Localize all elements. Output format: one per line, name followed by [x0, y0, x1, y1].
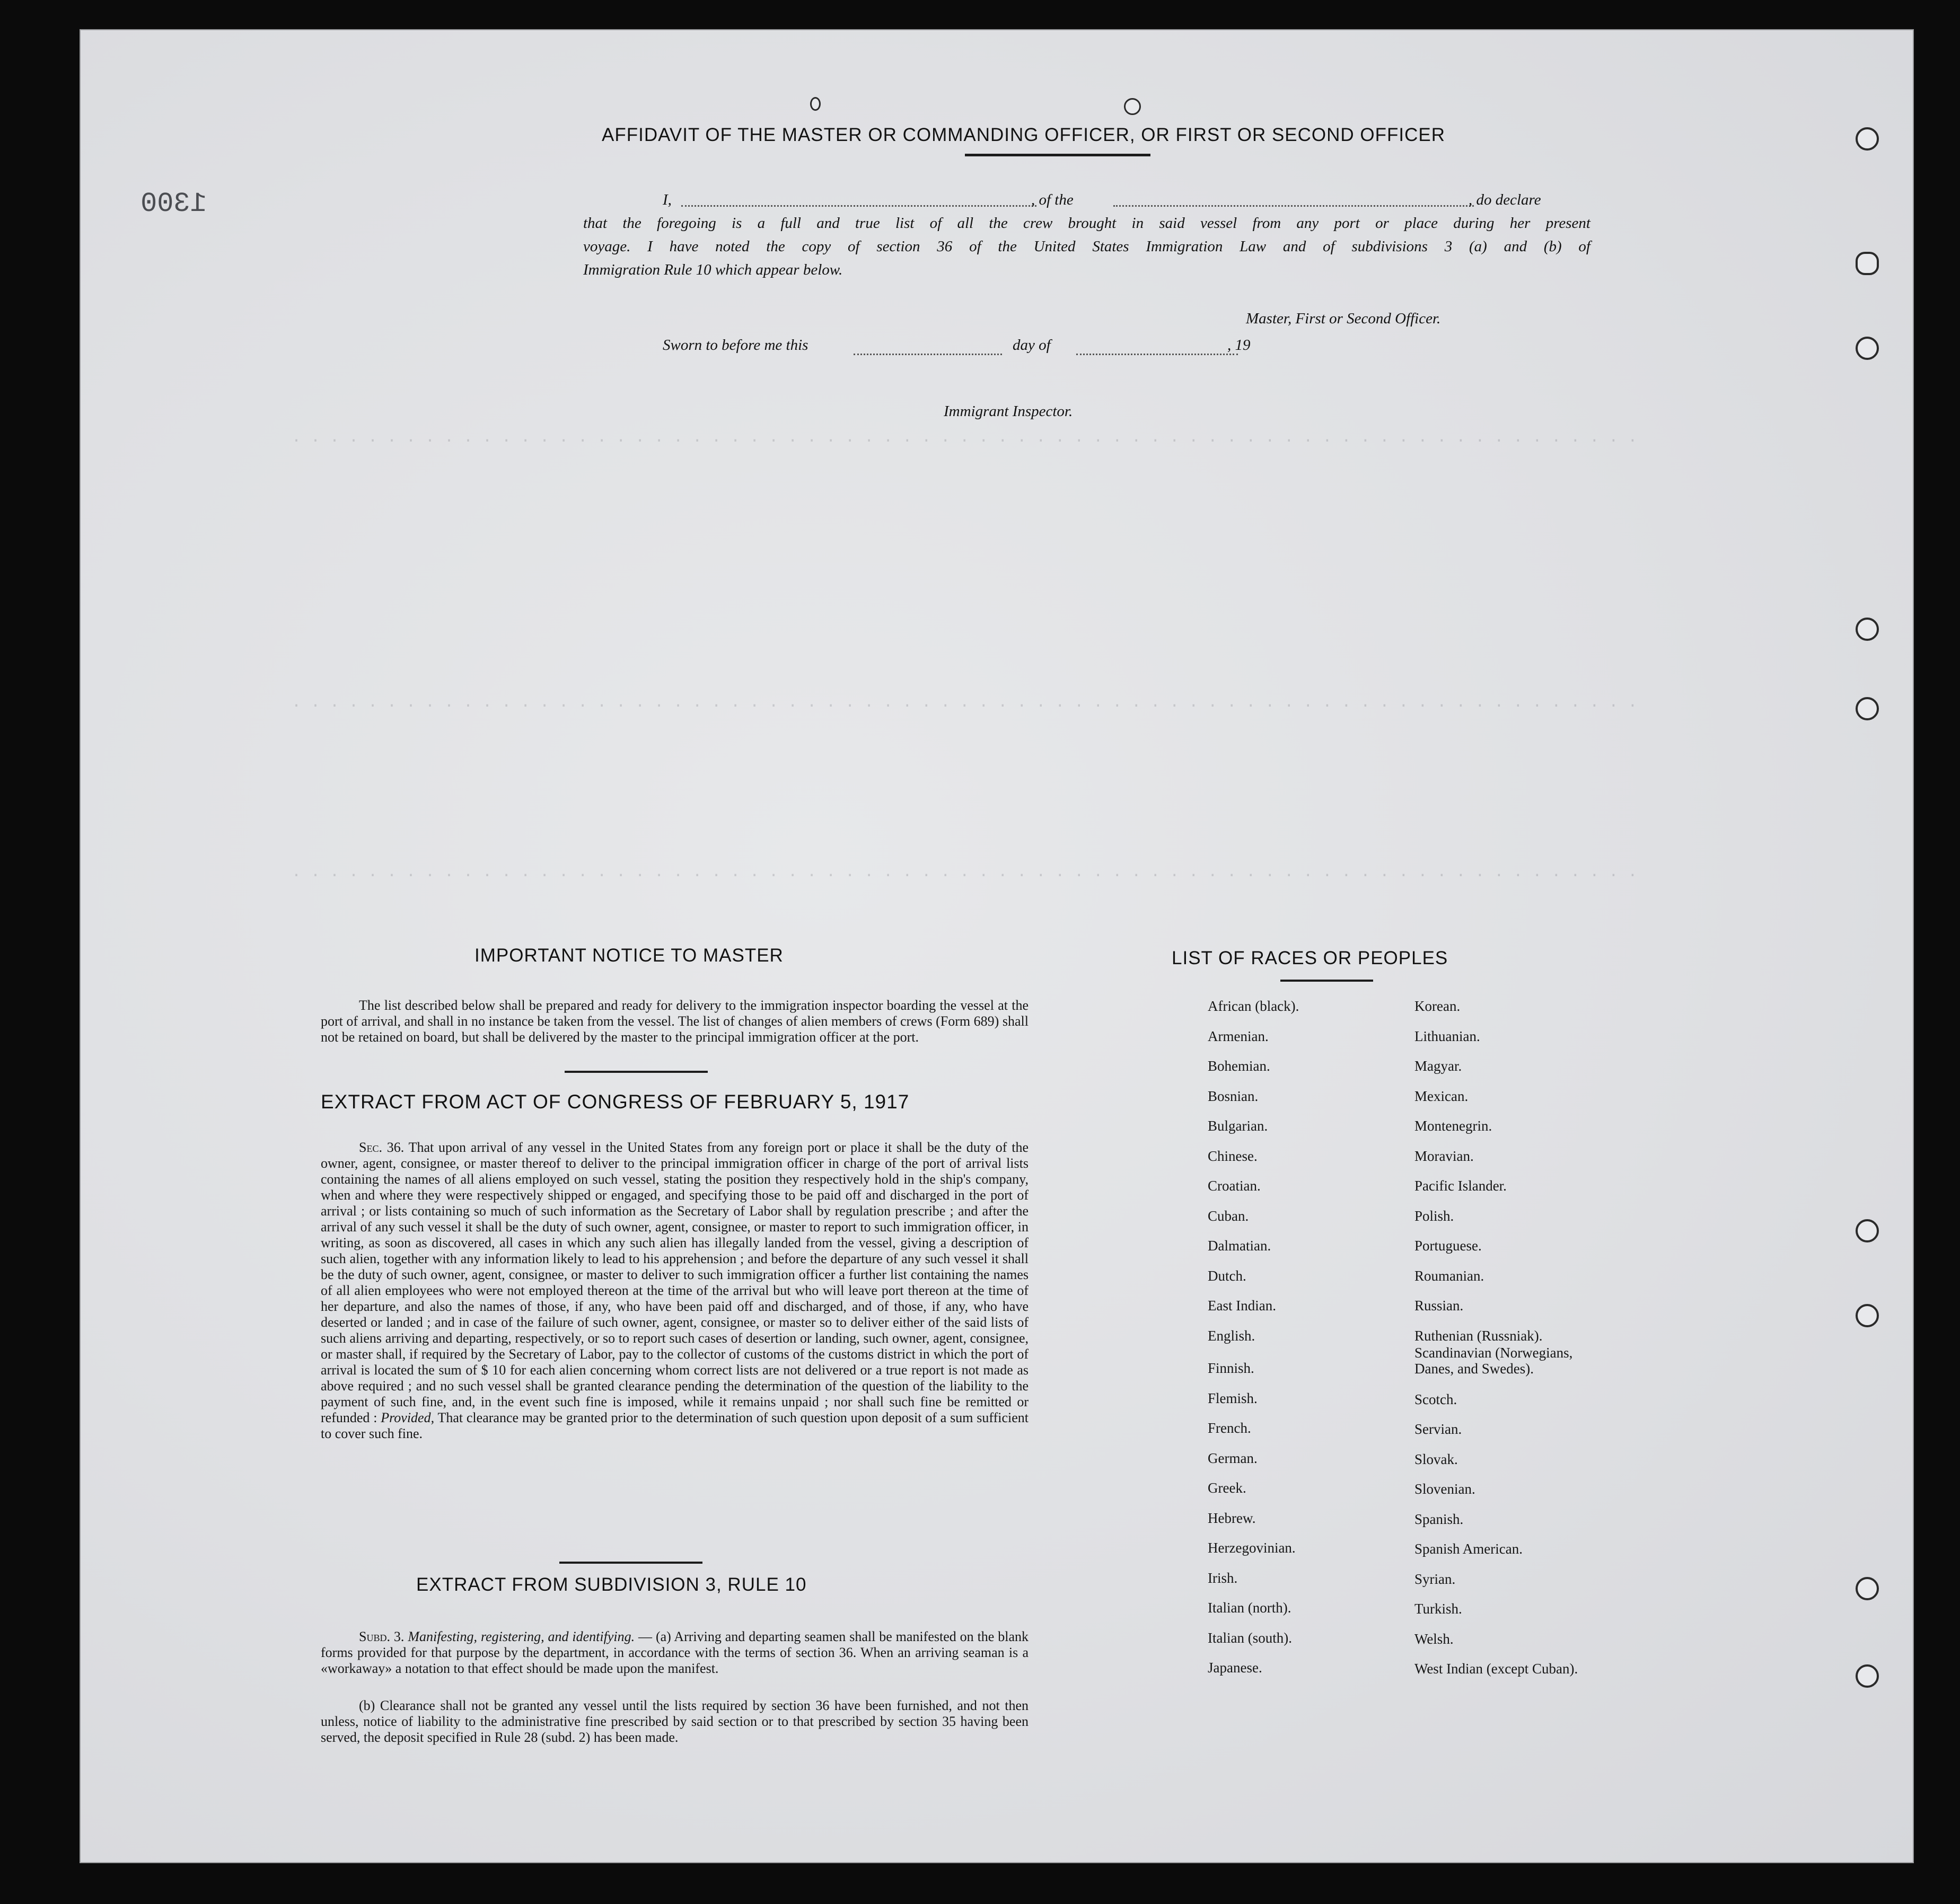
race-item: Pacific Islander. — [1414, 1178, 1507, 1194]
race-item: Irish. — [1208, 1570, 1238, 1586]
sworn-day-line — [854, 354, 1002, 355]
race-item: Armenian. — [1208, 1028, 1269, 1044]
race-item: Finnish. — [1208, 1360, 1254, 1376]
race-item: English. — [1208, 1327, 1255, 1344]
affidavit-line-3: voyage. I have noted the copy of section 36 of the United States Immigration Law and of subdivisions 3 (a) and (b) of — [583, 238, 1590, 255]
race-item: Slovak. — [1414, 1451, 1458, 1467]
notice-title: IMPORTANT NOTICE TO MASTER — [474, 945, 784, 966]
race-item: Lithuanian. — [1414, 1028, 1480, 1044]
punch-hole-top-left — [810, 97, 821, 111]
race-item: Mexican. — [1414, 1088, 1469, 1104]
binding-ring-6 — [1856, 1219, 1879, 1242]
affidavit-declare: , do declare — [1469, 191, 1541, 208]
binding-ring-4 — [1856, 618, 1879, 641]
rule-subd-title: Manifesting, registering, and identifying. — [408, 1629, 635, 1644]
race-item: Spanish. — [1414, 1511, 1464, 1527]
race-item: Bohemian. — [1208, 1058, 1270, 1074]
rule-para-b: (b) Clearance shall not be granted any vessel until the lists required by section 36 have been furnished, and not then unless, notice of liability to the administrative fine prescribed by said section or to that prescribed by section 35 having been served, the deposit specified in Rule 28 (subd. 2) has been made. — [321, 1698, 1029, 1745]
day-of-label: day of — [1013, 337, 1051, 354]
act-body: That upon arrival of any vessel in the United States from any foreign port or place it shall be the duty of the owner, agent, consignee, or master thereof to deliver to the principal immigration officer in charge of the port of arrival lists containing the names of all aliens employed on such vessel, stating the position they respectively hold in the ship's company, when and where they were respectively shipped or engaged, and specifying those to be paid off and discharged in the port of arrival ; or lists containing so much of such information as the Secretary of Labor shall by regulation prescribe ; and after the arrival of any such vessel it shall be the duty of such owner, agent, consignee, or master to report to such immigration officer, in writing, as soon as discovered, all cases in which any such alien has illegally landed from the vessel, giving a description of such alien, together with any information likely to lead to his apprehension ; and before the departure of any such vessel it shall be the duty of such owner, agent, consignee, or master to deliver to such immigration officer a further list containing the names of all alien employees who were not employed thereon at the time of the arrival but who will leave port thereon at the time of her departure, and also the names of those, if any, who have been paid off and discharged, and of those, if any, who have deserted or landed ; and in case of the failure of such owner, agent, consignee, or master so to deliver either of the said lists of such aliens arriving and departing, respectively, or so to report such cases of desertion or landing, such owner, agent, consignee, or master shall, if required by the Secretary of Labor, pay to the collector of customs of the customs district in which the port of arrival is located the sum of $ 10 for each alien concerning whom correct lists are not delivered or a true report is not made as above required ; and no such vessel shall be granted clearance pending the determination of the question of the liability to the payment of such fine, and, in the event such fine is imposed, while it remains unpaid ; nor shall such fine be remitted or refunded : — [321, 1140, 1029, 1425]
signature-label: Master, First or Second Officer. — [1246, 310, 1441, 327]
act-rule — [559, 1562, 702, 1564]
affidavit-title: AFFIDAVIT OF THE MASTER OR COMMANDING OFFICER, OR FIRST OR SECOND OFFICER — [602, 125, 1446, 145]
race-item: Scandinavian (Norwegians, — [1414, 1344, 1573, 1361]
race-item: Cuban. — [1208, 1207, 1249, 1224]
binding-ring-3 — [1856, 337, 1879, 360]
binding-ring-1 — [1856, 127, 1879, 151]
race-item: Moravian. — [1414, 1148, 1474, 1164]
act-provided: Provided, — [381, 1410, 435, 1425]
affidavit-line-4: Immigration Rule 10 which appear below. — [583, 261, 843, 278]
race-item: Hebrew. — [1208, 1510, 1256, 1526]
race-item: French. — [1208, 1420, 1251, 1436]
race-item: Italian (north). — [1208, 1600, 1291, 1616]
binding-ring-7 — [1856, 1304, 1879, 1327]
race-item: Russian. — [1414, 1298, 1464, 1314]
race-item: Turkish. — [1414, 1601, 1462, 1617]
rule-para-a-text: — (a) Arriving and departing seamen shall be manifested on the blank forms provided for that purpose by the department, in accordance with the terms of section 36. When an arriving seaman is a «workaway» a notation to that effect should be made upon the manifest. — [321, 1629, 1029, 1676]
notice-text: The list described below shall be prepared and ready for delivery to the immigration inspector boarding the vessel at the port of arrival, and shall in no instance be taken from the vessel. The list of changes of alien members of crews (Form 689) shall not be retained on board, but shall be delivered by the master to the principal immigration officer at the port. — [321, 998, 1029, 1045]
document-sheet: · · · · · · · · · · · · · · · · · · · · · · · · · · · · · · · · · · · · · · · · · · · · · · · · · · · · · · · · · · · · · · · · · · · · · · · · · · · · · · · · · · · · · · · · · · · · · · · · · · · · · · · · · · · · · · · · · · · · · · · · · · · · · · · · · · · · · · · · · · · · · · · · · · · · · · · · · · · · · · · · · · · · · · · · · · · · · · · · · · · · · · · · · · · · · · · · · · · · · · · · · · · · · · · · · · · · · 1300 AFFIDAVIT OF THE MASTER OR COMMANDING OFFICER, OR FIRST OR SECOND OFFICER I, , of the , do declare that the foregoing is a full and true list of all the crew brought in said vessel from any port or place during her present voyage. I have noted the copy of section 36 of the United States Immigration Law and of subdivisions 3 (a) and (b) of Immigration Rule 10 which appear below. Master, First or Second Officer. Sworn to before me this day of , 19 Immigrant Inspector. IMPORTANT NOTICE TO MASTER The list described below shall be prepared and ready for delivery to the immigration inspector boarding the vessel at the port of arrival, and shall in no instance be taken from the vessel. The list of changes of alien members of crews (Form 689) shall not be retained on board, but shall be delivered by the master to the principal immigration officer at the port. EXTRACT FROM ACT OF CONGRESS OF FEBRUARY 5, 1917 Sec. 36. That upon arrival of any vessel in the United States from any foreign port or place it shall be the duty of the owner, agent, consignee, or master thereof to deliver to the principal immigration officer in charge of the port of arrival lists containing the names of all aliens employed on such vessel, stating the position they respectively hold in the ship's company, when and where they were respectively shipped or engaged, and specifying those to be paid off and discharged in the port of arrival ; or lists containing so much of such information as the Secretary of Labor shall by regulation prescribe ; and after the arrival of any such vessel it shall be the duty of such owner, agent, consignee, or master to report to such immigration officer, in writing, as soon as discovered, all cases in which any such alien has illegally landed from the vessel, giving a description of such alien, together with any information likely to lead to his apprehension ; and before the departure of any such vessel it shall be the duty of such owner, agent, consignee, or master to deliver to such immigration officer a further list containing the names of all alien employees who were not employed thereon at the time of the arrival but who will leave port thereon at the time of her departure, and also the names of those, if any, who have been paid off and discharged, and of those, if any, who have deserted or landed ; and in case of the failure of such owner, agent, consignee, or master so to deliver either of the said lists of such aliens arriving and departing, respectively, or so to report such cases of desertion or landing, such owner, agent, consignee, or master shall, if required by the Secretary of Labor, pay to the collector of customs of the customs district in which the port of arrival is located the sum of $ 10 for each alien concerning whom correct lists are not delivered or a true report is not made as above required ; and no such vessel shall be granted clearance pending the determination of the question of the liability to the payment of such fine, and, in the event such fine is imposed, while it remains unpaid ; nor shall such fine be remitted or refunded : Provided, That clearance may be granted prior to the determination of such question upon deposit of a sum sufficient to cover such fine. EXTRACT FROM SUBDIVISION 3, RULE 10 Subd. 3. Manifesting, registering, and identifying. — (a) Arriving and departing seamen shall be manifested on the blank forms provided for that purpose by the department, in accordance with the terms of section 36. When an arriving seaman is a «workaway» a notation to that effect should be made upon the manifest. (b) Clearance shall not be granted any vessel until the lists required by section 36 have been furnished, and not then unless, notice of liability to the administrative fine prescribed by said section or to that prescribed by section 35 having been served, the deposit specified in Rule 28 (subd. 2) has been made. LIST OF RACES OR PEOPLES African (black). Armenian. Bohemian. Bosnian. Bulgarian. Chinese. Croatian. Cuban. Dalmatian. Dutch. East Indian. English. Finnish. Flemish. French. German. Greek. Hebrew. Herzegovinian. Irish. Italian (north). Italian (south). Japanese. Korean. Lithuanian. Magyar. Mexican. Montenegrin. Moravian. Pacific Islander. Polish. Portuguese. Roumanian. Russian. Ruthenian (Russniak). Scandinavian (Norwegians, Danes, and Swedes). Scotch. Servian. Slovak. Slovenian. Spanish. Spanish American. Syrian. Turkish. Welsh. West Indian (except Cuban). — [80, 29, 1914, 1863]
race-item: Herzegovinian. — [1208, 1540, 1296, 1556]
notice-rule — [565, 1071, 708, 1073]
race-item: Spanish American. — [1414, 1541, 1523, 1557]
race-item: Bosnian. — [1208, 1088, 1259, 1104]
master-name-line — [681, 205, 1036, 207]
race-item: African (black). — [1208, 998, 1299, 1014]
race-item: West Indian (except Cuban). — [1414, 1661, 1578, 1677]
sworn-label: Sworn to before me this — [663, 337, 808, 354]
act-body-end: That clearance may be granted prior to the determination of such question upon deposit of a sum sufficient to cover such fine. — [321, 1410, 1029, 1441]
act-title: EXTRACT FROM ACT OF CONGRESS OF FEBRUARY 5, 1917 — [321, 1091, 910, 1113]
race-item: Servian. — [1414, 1421, 1462, 1437]
race-item: Dutch. — [1208, 1267, 1246, 1284]
rule-subd-label: Subd. 3. — [359, 1629, 405, 1644]
race-item: Italian (south). — [1208, 1629, 1292, 1646]
binding-ring-8 — [1856, 1577, 1879, 1600]
race-item: Scotch. — [1414, 1391, 1457, 1407]
race-item: Slovenian. — [1414, 1481, 1475, 1497]
races-title: LIST OF RACES OR PEOPLES — [1172, 948, 1448, 968]
race-item: Chinese. — [1208, 1148, 1258, 1164]
race-item: Ruthenian (Russniak). — [1414, 1327, 1543, 1344]
binding-ring-9 — [1856, 1664, 1879, 1688]
rule-title: EXTRACT FROM SUBDIVISION 3, RULE 10 — [416, 1574, 807, 1595]
binding-ring-2 — [1856, 252, 1879, 275]
race-item: Korean. — [1414, 998, 1461, 1014]
affidavit-line-2: that the foregoing is a full and true list of all the crew brought in said vessel from any port or place during her present — [583, 215, 1590, 232]
act-sec-label: Sec. 36. — [359, 1140, 405, 1155]
vessel-name-line — [1113, 205, 1474, 207]
race-item: Roumanian. — [1414, 1267, 1484, 1284]
races-rule — [1280, 980, 1373, 982]
race-item: Dalmatian. — [1208, 1238, 1271, 1254]
sworn-month-line — [1076, 354, 1238, 355]
year-label: , 19 — [1227, 337, 1251, 354]
sworn-row — [583, 337, 1325, 363]
race-item: Japanese. — [1208, 1660, 1262, 1676]
margin-stamp: 1300 — [140, 188, 207, 219]
race-item: Portuguese. — [1414, 1238, 1482, 1254]
affidavit-title-rule — [965, 154, 1150, 156]
race-item: Syrian. — [1414, 1571, 1456, 1587]
race-item: Danes, and Swedes). — [1414, 1360, 1534, 1377]
race-item: Bulgarian. — [1208, 1118, 1268, 1134]
affidavit-of-the: , of the — [1031, 191, 1074, 208]
race-item: Flemish. — [1208, 1390, 1258, 1406]
punch-hole-top — [1124, 98, 1141, 115]
race-item: Magyar. — [1414, 1058, 1462, 1074]
inspector-label: Immigrant Inspector. — [944, 403, 1073, 420]
rule-para-a — [321, 1629, 1029, 1677]
race-item: East Indian. — [1208, 1298, 1276, 1314]
race-item: German. — [1208, 1450, 1258, 1466]
affidavit-body — [583, 188, 1590, 281]
race-item: Croatian. — [1208, 1178, 1261, 1194]
act-text — [321, 1140, 1029, 1442]
race-item: Polish. — [1414, 1207, 1454, 1224]
binding-ring-5 — [1856, 697, 1879, 720]
race-item: Welsh. — [1414, 1630, 1454, 1647]
race-item: Montenegrin. — [1414, 1118, 1492, 1134]
race-item: Greek. — [1208, 1480, 1246, 1496]
affidavit-i: I, — [663, 191, 672, 208]
